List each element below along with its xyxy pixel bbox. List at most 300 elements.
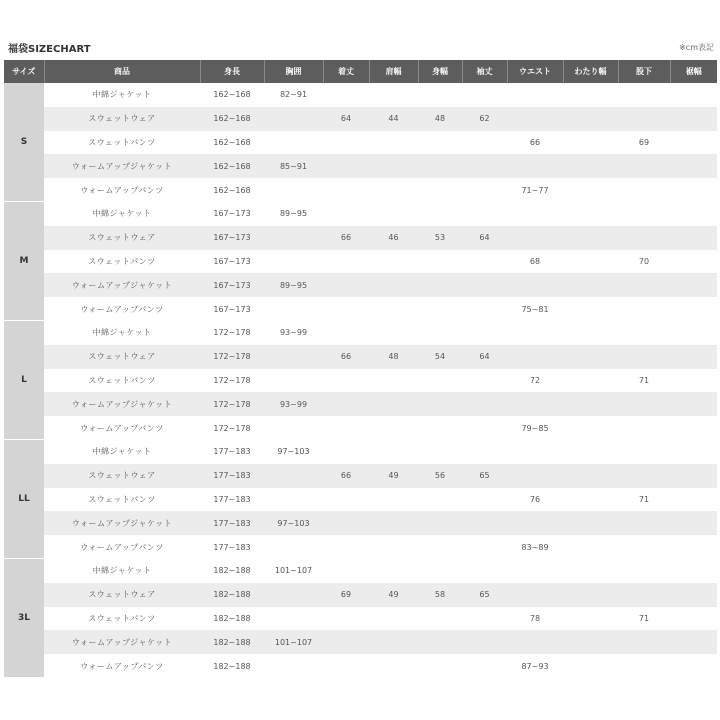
table-cell [323, 250, 369, 274]
table-cell [462, 321, 507, 345]
table-cell [462, 369, 507, 393]
table-cell [323, 154, 369, 178]
table-cell [323, 607, 369, 631]
table-cell [507, 83, 563, 107]
table-cell [670, 559, 717, 583]
table-cell [563, 654, 618, 678]
table-row [4, 511, 717, 535]
table-cell [462, 511, 507, 535]
table-cell: 172~178 [200, 345, 264, 369]
table-cell [264, 297, 323, 321]
product-name: スウェットウェア [44, 226, 200, 250]
table-cell [507, 440, 563, 464]
column-header: 身長 [200, 60, 264, 83]
table-cell [369, 607, 418, 631]
table-cell [418, 416, 462, 440]
table-cell: 72 [507, 369, 563, 393]
table-cell [670, 535, 717, 559]
table-cell: 68 [507, 250, 563, 274]
table-cell [369, 559, 418, 583]
size-label: 3L [4, 559, 44, 678]
table-cell [462, 131, 507, 155]
table-cell [264, 345, 323, 369]
table-cell: 172~178 [200, 392, 264, 416]
table-cell: 65 [462, 464, 507, 488]
table-cell: 167~173 [200, 273, 264, 297]
column-header: 着丈 [323, 60, 369, 83]
table-cell [563, 250, 618, 274]
table-cell [323, 321, 369, 345]
table-cell [507, 107, 563, 131]
table-cell [418, 654, 462, 678]
table-cell [369, 250, 418, 274]
table-cell [418, 250, 462, 274]
table-cell [462, 488, 507, 512]
table-cell [369, 416, 418, 440]
table-cell: 97~103 [264, 440, 323, 464]
table-cell [369, 273, 418, 297]
table-body [4, 83, 717, 678]
table-cell [563, 178, 618, 202]
table-cell [563, 416, 618, 440]
table-cell: 177~183 [200, 464, 264, 488]
table-cell: 70 [618, 250, 670, 274]
table-cell: 48 [418, 107, 462, 131]
product-name: 中綿ジャケット [44, 440, 200, 464]
table-cell: 78 [507, 607, 563, 631]
table-cell: 177~183 [200, 511, 264, 535]
table-cell [618, 559, 670, 583]
table-cell [670, 202, 717, 226]
table-cell: 49 [369, 464, 418, 488]
table-cell [323, 178, 369, 202]
table-cell [369, 488, 418, 512]
table-cell [563, 321, 618, 345]
table-cell [618, 583, 670, 607]
table-cell [618, 464, 670, 488]
table-row [4, 178, 717, 202]
table-cell [369, 511, 418, 535]
table-cell [323, 488, 369, 512]
table-cell: 56 [418, 464, 462, 488]
table-cell: 182~188 [200, 559, 264, 583]
table-cell [507, 154, 563, 178]
table-cell [418, 559, 462, 583]
table-cell [462, 250, 507, 274]
table-cell: 177~183 [200, 440, 264, 464]
table-cell [369, 202, 418, 226]
table-cell [618, 226, 670, 250]
table-cell [670, 440, 717, 464]
table-cell [264, 107, 323, 131]
table-cell [418, 273, 462, 297]
table-cell [618, 535, 670, 559]
table-cell [462, 154, 507, 178]
table-cell [618, 511, 670, 535]
table-cell [418, 511, 462, 535]
table-cell [323, 416, 369, 440]
table-cell [563, 297, 618, 321]
table-cell: 66 [323, 345, 369, 369]
table-row [4, 654, 717, 678]
table-cell [563, 630, 618, 654]
table-cell [369, 297, 418, 321]
table-cell [323, 559, 369, 583]
table-cell [418, 488, 462, 512]
table-cell: 75~81 [507, 297, 563, 321]
table-cell: 172~178 [200, 321, 264, 345]
table-cell [462, 178, 507, 202]
table-cell [563, 488, 618, 512]
product-name: ウォームアップジャケット [44, 630, 200, 654]
table-cell [418, 321, 462, 345]
table-cell [323, 440, 369, 464]
table-row [4, 535, 717, 559]
table-row [4, 83, 717, 107]
table-cell: 182~188 [200, 630, 264, 654]
product-name: ウォームアップジャケット [44, 392, 200, 416]
table-cell [563, 392, 618, 416]
table-cell [563, 369, 618, 393]
table-cell [462, 654, 507, 678]
table-cell: 54 [418, 345, 462, 369]
table-row [4, 488, 717, 512]
table-cell [462, 273, 507, 297]
table-cell: 93~99 [264, 321, 323, 345]
size-label: M [4, 202, 44, 321]
table-cell: 66 [323, 464, 369, 488]
table-cell [323, 654, 369, 678]
table-cell [563, 607, 618, 631]
table-cell [323, 202, 369, 226]
table-cell [264, 131, 323, 155]
table-cell: 69 [618, 131, 670, 155]
table-cell [418, 83, 462, 107]
product-name: スウェットウェア [44, 345, 200, 369]
table-cell: 58 [418, 583, 462, 607]
table-cell [670, 488, 717, 512]
product-name: スウェットウェア [44, 583, 200, 607]
table-cell [418, 630, 462, 654]
table-cell [670, 511, 717, 535]
table-cell: 85~91 [264, 154, 323, 178]
table-cell [507, 345, 563, 369]
table-cell: 79~85 [507, 416, 563, 440]
table-cell: 44 [369, 107, 418, 131]
table-cell [369, 392, 418, 416]
column-header: 股下 [618, 60, 670, 83]
table-cell [264, 250, 323, 274]
table-cell [618, 178, 670, 202]
table-row [4, 321, 717, 345]
table-cell: 97~103 [264, 511, 323, 535]
table-cell [462, 630, 507, 654]
table-cell: 87~93 [507, 654, 563, 678]
table-cell [462, 535, 507, 559]
table-cell [563, 154, 618, 178]
table-cell: 162~168 [200, 178, 264, 202]
table-cell [618, 630, 670, 654]
table-cell: 167~173 [200, 202, 264, 226]
table-cell [264, 488, 323, 512]
table-row [4, 250, 717, 274]
product-name: 中綿ジャケット [44, 202, 200, 226]
table-cell [418, 369, 462, 393]
table-cell [670, 83, 717, 107]
table-cell [670, 416, 717, 440]
column-header: ウエスト [507, 60, 563, 83]
product-name: ウォームアップパンツ [44, 535, 200, 559]
product-name: スウェットパンツ [44, 250, 200, 274]
product-name: ウォームアップパンツ [44, 178, 200, 202]
table-cell [563, 464, 618, 488]
column-header: 身幅 [418, 60, 462, 83]
table-cell: 89~95 [264, 273, 323, 297]
table-cell [462, 297, 507, 321]
table-cell [670, 654, 717, 678]
table-cell: 172~178 [200, 369, 264, 393]
table-cell [323, 630, 369, 654]
table-row [4, 559, 717, 583]
product-name: ウォームアップパンツ [44, 297, 200, 321]
table-cell [264, 535, 323, 559]
table-cell: 64 [462, 226, 507, 250]
table-cell [462, 416, 507, 440]
table-cell [563, 345, 618, 369]
table-cell: 71 [618, 607, 670, 631]
table-row [4, 630, 717, 654]
product-name: 中綿ジャケット [44, 321, 200, 345]
table-cell [507, 511, 563, 535]
table-cell [670, 273, 717, 297]
page-title: 福袋SIZECHART [8, 44, 91, 55]
table-cell [369, 154, 418, 178]
table-cell [670, 369, 717, 393]
table-cell [462, 202, 507, 226]
table-cell [670, 154, 717, 178]
table-cell [563, 202, 618, 226]
table-cell: 83~89 [507, 535, 563, 559]
table-cell [507, 464, 563, 488]
table-cell [507, 202, 563, 226]
table-cell: 66 [323, 226, 369, 250]
product-name: ウォームアップジャケット [44, 511, 200, 535]
table-cell [670, 464, 717, 488]
size-chart-table [4, 60, 717, 678]
table-cell: 167~173 [200, 226, 264, 250]
table-row [4, 131, 717, 155]
table-cell [418, 535, 462, 559]
table-cell [563, 440, 618, 464]
column-header: サイズ [4, 60, 44, 83]
table-cell [670, 392, 717, 416]
product-name: 中綿ジャケット [44, 559, 200, 583]
table-cell: 182~188 [200, 607, 264, 631]
table-cell [670, 345, 717, 369]
table-cell [507, 630, 563, 654]
table-row [4, 440, 717, 464]
table-cell [323, 369, 369, 393]
table-cell: 182~188 [200, 583, 264, 607]
table-cell [563, 83, 618, 107]
table-cell [323, 131, 369, 155]
table-cell [618, 107, 670, 131]
size-label: LL [4, 440, 44, 559]
table-cell [563, 559, 618, 583]
table-cell: 93~99 [264, 392, 323, 416]
table-cell [369, 131, 418, 155]
table-cell: 62 [462, 107, 507, 131]
table-cell [264, 369, 323, 393]
table-cell [369, 321, 418, 345]
table-cell [563, 535, 618, 559]
table-cell: 177~183 [200, 535, 264, 559]
column-header: 裾幅 [670, 60, 717, 83]
table-cell [462, 559, 507, 583]
table-cell: 64 [462, 345, 507, 369]
table-cell [507, 273, 563, 297]
table-row [4, 392, 717, 416]
product-name: スウェットパンツ [44, 369, 200, 393]
table-row [4, 345, 717, 369]
table-cell [618, 416, 670, 440]
table-cell [418, 392, 462, 416]
table-cell [618, 297, 670, 321]
table-cell: 162~168 [200, 131, 264, 155]
table-cell: 182~188 [200, 654, 264, 678]
unit-note: ※cm表記 [679, 43, 714, 52]
table-row [4, 369, 717, 393]
table-cell [618, 440, 670, 464]
product-name: スウェットパンツ [44, 488, 200, 512]
table-cell: 46 [369, 226, 418, 250]
table-cell: 101~107 [264, 630, 323, 654]
table-cell [323, 392, 369, 416]
table-cell [264, 654, 323, 678]
size-label: L [4, 321, 44, 440]
product-name: ウォームアップジャケット [44, 273, 200, 297]
table-cell [507, 226, 563, 250]
table-cell: 162~168 [200, 83, 264, 107]
table-cell [418, 297, 462, 321]
product-name: ウォームアップジャケット [44, 154, 200, 178]
chart-header [4, 38, 714, 58]
table-cell [670, 107, 717, 131]
table-cell [507, 321, 563, 345]
table-cell: 167~173 [200, 297, 264, 321]
table-cell [563, 107, 618, 131]
column-header: 袖丈 [462, 60, 507, 83]
table-cell [618, 654, 670, 678]
table-cell [369, 440, 418, 464]
table-cell [618, 392, 670, 416]
table-cell [418, 131, 462, 155]
table-cell: 71 [618, 488, 670, 512]
table-cell [670, 607, 717, 631]
table-cell [670, 250, 717, 274]
table-cell [264, 416, 323, 440]
table-cell [462, 607, 507, 631]
product-name: スウェットパンツ [44, 131, 200, 155]
table-cell [507, 559, 563, 583]
product-name: ウォームアップパンツ [44, 654, 200, 678]
table-cell [563, 511, 618, 535]
table-cell [462, 392, 507, 416]
table-cell: 64 [323, 107, 369, 131]
product-name: スウェットウェア [44, 464, 200, 488]
table-row [4, 273, 717, 297]
table-cell [323, 297, 369, 321]
product-name: ウォームアップパンツ [44, 416, 200, 440]
table-cell [418, 607, 462, 631]
table-cell [618, 345, 670, 369]
table-row [4, 107, 717, 131]
table-cell [563, 131, 618, 155]
table-cell [264, 464, 323, 488]
table-cell [563, 226, 618, 250]
table-row [4, 297, 717, 321]
table-cell [670, 630, 717, 654]
table-cell [369, 369, 418, 393]
table-cell [418, 178, 462, 202]
table-cell: 71 [618, 369, 670, 393]
table-cell [670, 321, 717, 345]
table-cell: 48 [369, 345, 418, 369]
table-cell: 76 [507, 488, 563, 512]
table-cell [418, 440, 462, 464]
table-cell [418, 202, 462, 226]
table-cell [264, 607, 323, 631]
table-cell: 101~107 [264, 559, 323, 583]
column-header: 肩幅 [369, 60, 418, 83]
table-cell: 65 [462, 583, 507, 607]
table-cell: 69 [323, 583, 369, 607]
table-cell [670, 297, 717, 321]
table-cell [369, 654, 418, 678]
table-cell [462, 440, 507, 464]
table-cell [369, 178, 418, 202]
table-cell [418, 154, 462, 178]
product-name: 中綿ジャケット [44, 83, 200, 107]
table-cell [323, 83, 369, 107]
table-cell: 82~91 [264, 83, 323, 107]
table-cell [264, 226, 323, 250]
table-cell [507, 583, 563, 607]
table-row [4, 154, 717, 178]
table-cell [563, 583, 618, 607]
table-cell: 162~168 [200, 107, 264, 131]
table-cell: 177~183 [200, 488, 264, 512]
table-cell [369, 535, 418, 559]
table-cell: 167~173 [200, 250, 264, 274]
column-header: 商品 [44, 60, 200, 83]
table-cell [264, 583, 323, 607]
size-label: S [4, 83, 44, 202]
table-cell: 49 [369, 583, 418, 607]
table-cell: 71~77 [507, 178, 563, 202]
table-cell [563, 273, 618, 297]
table-cell [618, 273, 670, 297]
product-name: スウェットパンツ [44, 607, 200, 631]
table-cell [323, 273, 369, 297]
table-cell [507, 392, 563, 416]
table-cell [670, 226, 717, 250]
table-cell [618, 202, 670, 226]
table-cell: 172~178 [200, 416, 264, 440]
table-row [4, 226, 717, 250]
table-cell [670, 178, 717, 202]
table-cell [369, 83, 418, 107]
